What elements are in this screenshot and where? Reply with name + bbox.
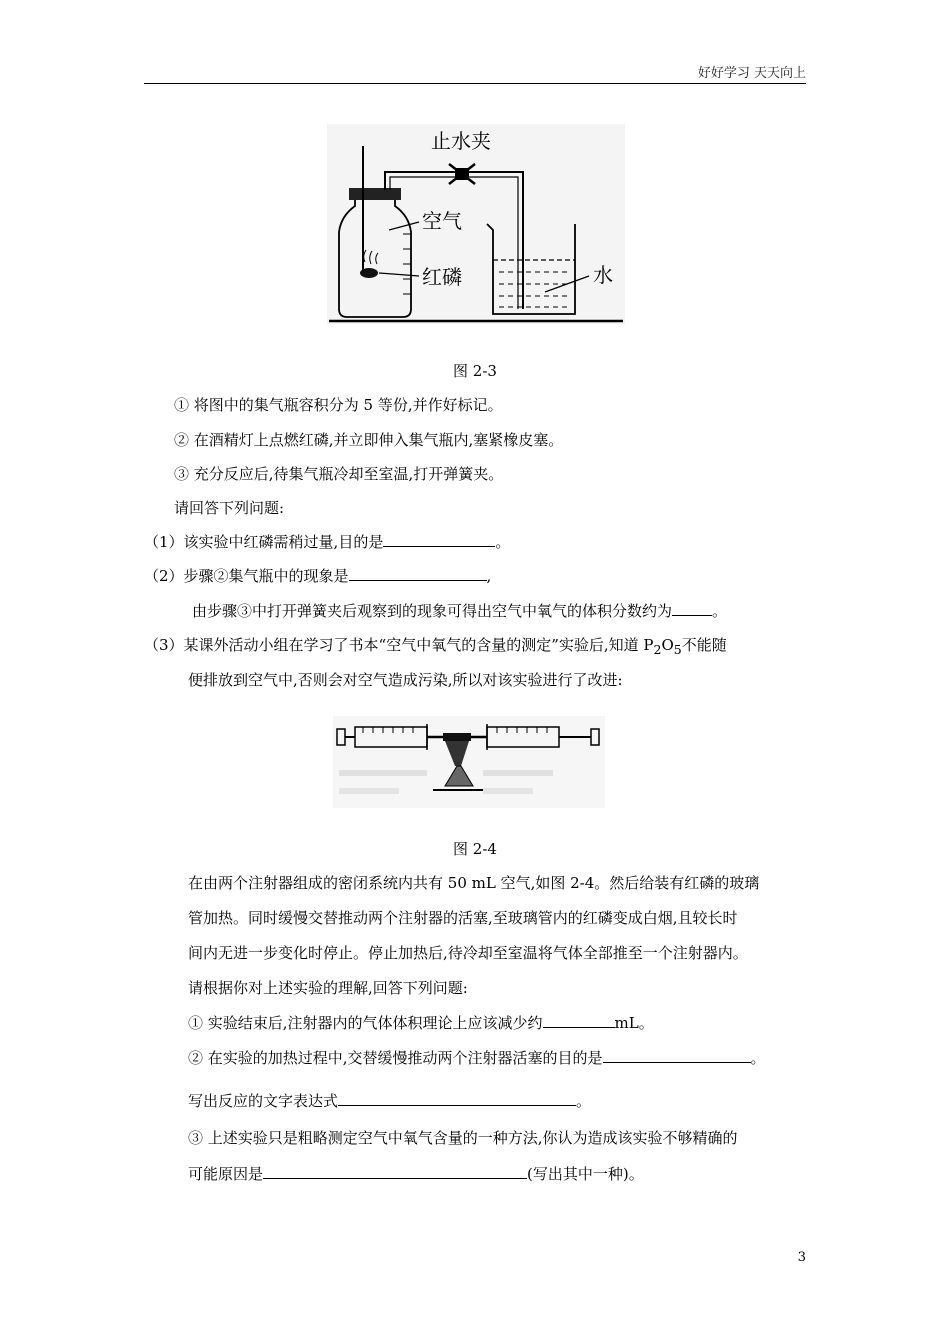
question-1: （1）该实验中红磷需稍过量,目的是 。 (144, 533, 511, 551)
page-number: 3 (797, 1250, 806, 1265)
figure-2-4-caption: 图 2-4 (453, 840, 497, 858)
question-3: （3）某课外活动小组在学习了书本“空气中氧气的含量的测定”实验后,知道 $P_2O_5$不能随 (144, 636, 727, 657)
sub-question-1: ① 实验结束后,注射器内的气体体积理论上应该减少约 mL。 (188, 1014, 654, 1032)
paragraph-line-4: 请根据你对上述实验的理解,回答下列问题: (188, 979, 468, 997)
step-3: ③ 充分反应后,待集气瓶冷却至室温,打开弹簧夹。 (174, 465, 504, 483)
step-2: ② 在酒精灯上点燃红磷,并立即伸入集气瓶内,塞紧橡皮塞。 (174, 431, 564, 449)
question-3-line2: 便排放到空气中,否则会对空气造成污染,所以对该实验进行了改进: (188, 671, 623, 689)
sub-question-3: ③ 上述实验只是粗略测定空气中氧气含量的一种方法,你认为造成该实验不够精确的 (188, 1129, 738, 1147)
question-2: （2）步骤②集气瓶中的现象是 , (144, 567, 492, 585)
answer-blank-2a[interactable] (349, 566, 487, 581)
answer-blank-sub1[interactable] (543, 1013, 615, 1028)
figure-2-3-caption: 图 2-3 (453, 362, 497, 380)
label-phosphorus: 红磷 (422, 265, 462, 289)
label-air: 空气 (422, 209, 462, 233)
paragraph-line-3: 间内无进一步变化时停止。停止加热后,待冷却至室温将气体全部推至一个注射器内。 (188, 944, 748, 962)
figure-2-3-apparatus (327, 124, 625, 324)
question-2-line2: 由步骤③中打开弹簧夹后观察到的现象可得出空气中氧气的体积分数约为 。 (192, 602, 728, 620)
answer-blank-sub3[interactable] (263, 1164, 527, 1179)
answer-blank-2b[interactable] (672, 601, 712, 616)
answer-blank-sub2a[interactable] (603, 1048, 751, 1063)
prompt: 请回答下列问题: (174, 499, 285, 517)
figure-2-4-syringes (333, 716, 605, 808)
header-rule (144, 83, 806, 84)
answer-blank-sub2b[interactable] (338, 1091, 576, 1106)
paragraph-line-2: 管加热。同时缓慢交替推动两个注射器的活塞,至玻璃管内的红磷变成白烟,且较长时 (188, 909, 738, 927)
sub-question-3-line2: 可能原因是 (写出其中一种)。 (188, 1165, 644, 1183)
sub-question-2-line2: 写出反应的文字表达式 。 (188, 1092, 592, 1110)
sub-question-2: ② 在实验的加热过程中,交替缓慢推动两个注射器活塞的目的是 。 (188, 1049, 766, 1067)
header-motto: 好好学习 天天向上 (697, 66, 806, 81)
label-clamp: 止水夹 (431, 129, 491, 153)
answer-blank-1[interactable] (383, 532, 495, 547)
step-1: ① 将图中的集气瓶容积分为 5 等份,并作好标记。 (174, 396, 503, 414)
label-water: 水 (593, 263, 613, 287)
paragraph-line-1: 在由两个注射器组成的密闭系统内共有 50 mL 空气,如图 2-4。然后给装有红磷的玻璃 (188, 874, 760, 892)
